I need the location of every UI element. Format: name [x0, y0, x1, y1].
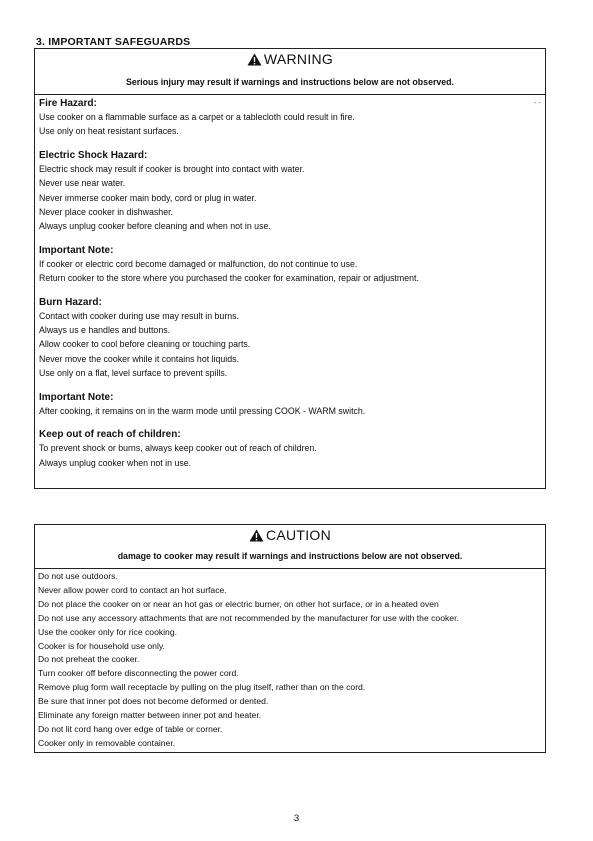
- caution-box: [34, 524, 546, 753]
- caution-banner: [249, 527, 331, 543]
- warning-banner-text: WARNING: [263, 51, 334, 67]
- hazard-line: Never move the cooker while it contains hot liquids.: [39, 353, 239, 364]
- caution-item: Remove plug form wall receptacle by pulling on the plug itself, rather than on the cord.: [38, 682, 366, 693]
- hazard-title: Electric Shock Hazard:: [39, 149, 148, 161]
- caution-intro: damage to cooker may result if warnings and instructions below are not observed.: [117, 551, 463, 561]
- caution-list: [35, 569, 545, 751]
- hazard-title: Important Note:: [39, 244, 114, 256]
- caution-item: Turn cooker off before disconnecting the power cord.: [38, 668, 239, 679]
- hazard-line: After cooking, it remains on in the warm mode until pressing COOK - WARM switch.: [39, 405, 366, 416]
- caution-item: Do not use outdoors.: [38, 571, 118, 581]
- caution-item: Use the cooker only for rice cooking.: [38, 626, 177, 637]
- hazard-line: Electric shock may result if cooker is brought into contact with water.: [39, 163, 305, 174]
- caution-item: Eliminate any foreign matter between inner pot and heater.: [38, 710, 262, 721]
- hazard-title: Important Note:: [39, 391, 114, 403]
- caution-item: Be sure that inner pot does not become deformed or dented.: [38, 696, 269, 707]
- hazard-line: Always unplug cooker when not in use.: [39, 457, 192, 468]
- hazard-line: If cooker or electric cord become damaged or malfunction, do not continue to use.: [39, 258, 358, 269]
- hazard-line: Use only on a flat, level surface to prevent spills.: [39, 368, 228, 379]
- hazard-line: Never immerse cooker main body, cord or plug in water.: [39, 192, 257, 203]
- caution-item: Never allow power cord to contact an hot surface.: [38, 584, 227, 595]
- section-heading: 3. IMPORTANT SAFEGUARDS: [36, 36, 191, 48]
- hazard-line: Never place cooker in dishwasher.: [39, 207, 173, 218]
- warning-header: [35, 49, 545, 75]
- warning-box: [34, 48, 546, 489]
- caution-item: Do not place the cooker on or near an hot gas or electric burner, on other hot surface, or in a heated oven: [38, 598, 439, 609]
- scan-mark: - -: [534, 100, 541, 107]
- warning-triangle-icon: [249, 529, 264, 542]
- warning-triangle-icon: [247, 53, 262, 66]
- warning-intro: Serious injury may result if warnings and instructions below are not observed.: [125, 77, 454, 87]
- hazard-line: Use only on heat resistant surfaces.: [39, 126, 179, 137]
- warning-divider: [35, 94, 545, 95]
- hazard-line: Return cooker to the store where you purchased the cooker for examination, repair or adjustment.: [39, 273, 419, 284]
- hazard-line: Never use near water.: [39, 178, 126, 189]
- page-number: 3: [293, 813, 300, 824]
- warning-banner: [247, 51, 333, 67]
- hazard-title: Keep out of reach of children:: [39, 429, 181, 441]
- caution-item: Cooker only in removable container.: [38, 737, 176, 748]
- hazard-line: Contact with cooker during use may result in burns.: [39, 310, 239, 321]
- warning-content: [35, 97, 545, 470]
- hazard-line: Use cooker on a flammable surface as a carpet or a tablecloth could result in fire.: [39, 112, 355, 122]
- hazard-line: To prevent shock or burns, always keep cooker out of reach of children.: [39, 443, 317, 454]
- caution-item: Cooker is for household use only.: [38, 640, 165, 651]
- hazard-line: Always unplug cooker before cleaning and when not in use.: [39, 221, 271, 232]
- caution-item: Do not preheat the cooker.: [38, 654, 140, 665]
- caution-item: Do not use any accessory attachments that are not recommended by the manufacturer for use with the cooker.: [38, 612, 459, 623]
- hazard-title: Fire Hazard:: [39, 98, 97, 109]
- hazard-title: Burn Hazard:: [39, 296, 102, 308]
- caution-item: Do not lit cord hang over edge of table or corner.: [38, 723, 223, 734]
- hazard-line: Always us e handles and buttons.: [39, 325, 171, 336]
- hazard-line: Allow cooker to cool before cleaning or touching parts.: [39, 339, 251, 350]
- caution-header: [35, 525, 545, 549]
- caution-banner-text: CAUTION: [265, 527, 332, 543]
